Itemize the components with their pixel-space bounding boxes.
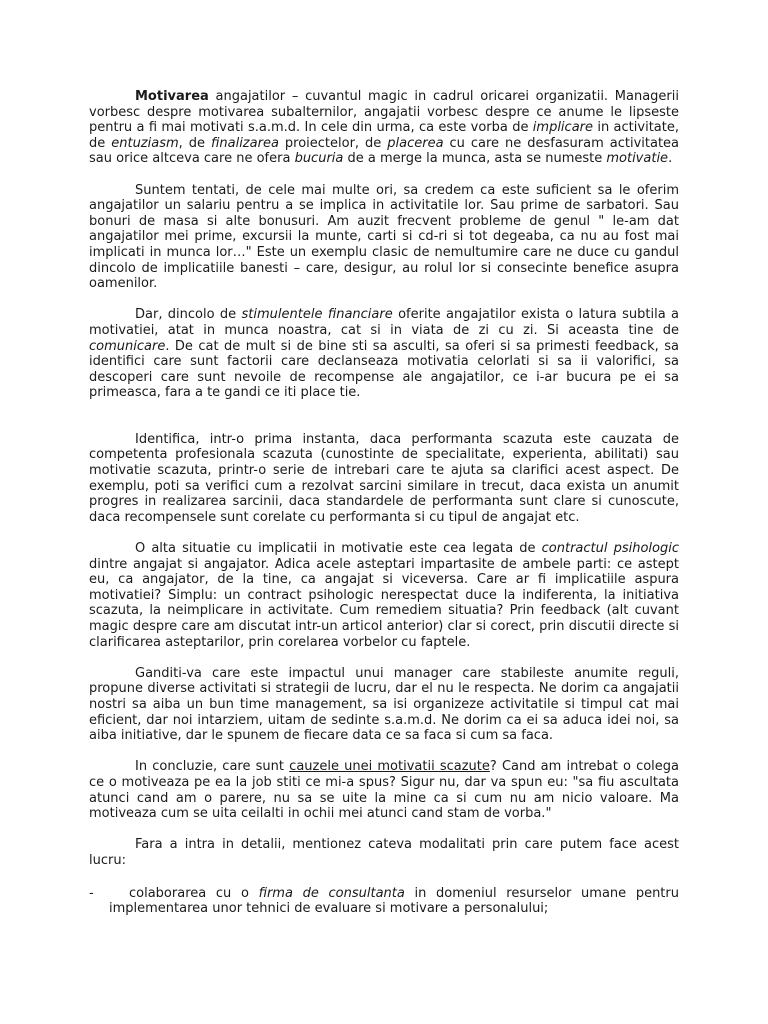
paragraph	[89, 432, 679, 526]
paragraph	[89, 183, 679, 292]
text-segment: .	[668, 151, 673, 167]
underlined-text: cauzele unei motivatii scazute	[289, 759, 490, 775]
text-segment: Identifica, intr-o prima instanta, daca performanta scazuta este cauzata de competenta profesionala scazuta (cunostinte de specialitate, experienta, abilitati) sau motivatie scazuta, printr-o serie de intrebari care te ajuta sa clarifici acest aspect. De exemplu, poti sa verifici cum a rezolvat sarcini similare in trecut, daca exista un anumit progres in realizarea sarcinii, daca standardele de performanta sunt clare si cunoscute, daca recompensele sunt corelate cu performanta si cu tipul de angajat etc.	[89, 431, 679, 525]
text-segment: . De cat de mult si de bine sti sa asculti, sa oferi si sa primesti feedback, sa identifici care sunt factorii care declanseaza motivatia celorlati si sa ii valorifici, sa descoperi care sunt nevoile de recompense ale angajatilor, ce i-ar bucura pe ei sa primeasca, fara a te gandi ce iti place tie.	[89, 338, 679, 401]
bold-text: Motivarea	[135, 89, 209, 104]
italic-text: motivatie	[606, 151, 669, 167]
text-segment: colaborarea cu o	[129, 885, 259, 901]
text-segment: In concluzie, care sunt	[135, 759, 290, 775]
document-page	[89, 89, 679, 917]
text-segment: angajatilor – cuvantul magic in cadrul oricarei organizatii. Managerii vorbesc despre motivarea subalternilor, angajatii vorbesc despre ce anume le lipseste pentru a fi mai motivati s.a.m.d. In cele din urma, ca este vorba de	[89, 89, 679, 136]
italic-text: firma de consultanta	[258, 885, 405, 901]
italic-text: placerea	[387, 135, 444, 151]
text-segment: de a merge la munca, asta se numeste	[343, 151, 607, 167]
text-segment: in domeniul resurselor umane pentru implementarea unor tehnici de evaluare si motivare a personalului;	[109, 885, 679, 917]
text-segment: cu care ne desfasuram activitatea sau orice altceva care ne ofera	[89, 135, 679, 167]
text-segment: , de	[178, 135, 211, 151]
italic-text: entuziasm	[111, 135, 179, 151]
italic-text: comunicare	[89, 338, 166, 354]
bullet-list	[89, 886, 679, 917]
text-segment: Suntem tentati, de cele mai multe ori, sa credem ca este suficient sa le oferim angajatilor un salariu pentru a se implica in activitatile lor. Sau prime de sarbatori. Sau bonuri de masa si alte bonusuri. Am auzit frecvent probleme de genul " le-am dat angajatilor mei prime, excursii la munte, carti si cd-ri si tot degeaba, ca nu au fost mai implicati in munca lor…" Este un exemplu clasic de nemultumire care ne duce cu gandul dincolo de implicatiile banesti – care, desigur, au rolul lor si consecinte benefice asupra oamenilor.	[89, 182, 679, 292]
list-item	[89, 886, 679, 917]
italic-text: stimulentele financiare	[241, 307, 393, 323]
italic-text: finalizarea	[210, 135, 279, 151]
paragraph	[89, 837, 679, 868]
paragraph	[89, 666, 679, 744]
text-segment: dintre angajat si angajator. Adica acele asteptari impartasite de ambele parti: ce astept eu, ca angajator, de la tine, ca angajat si viceversa. Care ar fi implicatiile aspura motivatiei? Simplu: un contract psihologic nerespectat duce la indiferenta, la initiativa scazuta, la neimplicare in activitate. Cum remediem situatia? Prin feedback (alt cuvant magic despre care am discutat intr-un articol anterior) clar si corect, prin discutii directe si clarificarea asteptarilor, prin corelarea vorbelor cu faptele.	[89, 556, 679, 650]
text-segment: ? Cand am intrebat o colega ce o motiveaza pe ea la job stiti ce mi-a spus? Sigur nu, dar va spun eu: "sa fiu ascultata atunci cand am o parere, nu sa se uite la mine ca si cum nu am nicio valoare. Ma motiveaza cum se uita ceilalti in ochii mei atunci cand stam de vorba."	[89, 759, 680, 822]
paragraph	[89, 541, 679, 650]
paragraph	[89, 307, 679, 401]
text-segment: proiectelor, de	[278, 135, 388, 151]
text-segment: O alta situatie cu implicatii in motivatie este cea legata de	[135, 541, 542, 557]
text-segment: oferite angajatilor exista o latura subtila a motivatiei, atat in munca noastra, cat si in viata de zi cu zi. Si aceasta tine de	[89, 307, 679, 338]
text-segment: in activitate, de	[89, 120, 679, 151]
italic-text: contractul psihologic	[541, 541, 679, 557]
text-segment: Fara a intra in detalii, mentionez cateva modalitati prin care putem face acest lucru:	[89, 837, 679, 868]
text-segment: Ganditi-va care este impactul unui manager care stabileste anumite reguli, propune diverse activitati si strategii de lucru, dar el nu le respecta. Ne dorim ca angajatii nostri sa aiba un bun time management, sa isi organizeze activitatile si timpul cat mai eficient, dar noi intarziem, uitam de sedinte s.a.m.d. Ne dorim ca ei sa aduca idei noi, sa aiba initiative, dar le spunem de fiecare data ce sa faca si cum sa faca.	[89, 665, 679, 744]
paragraph	[89, 759, 679, 821]
text-segment: Dar, dincolo de	[135, 307, 242, 323]
document-body	[89, 89, 679, 869]
list-dash: -	[89, 885, 94, 901]
paragraph	[89, 89, 679, 167]
italic-text: implicare	[532, 120, 594, 136]
italic-text: bucuria	[294, 151, 344, 167]
